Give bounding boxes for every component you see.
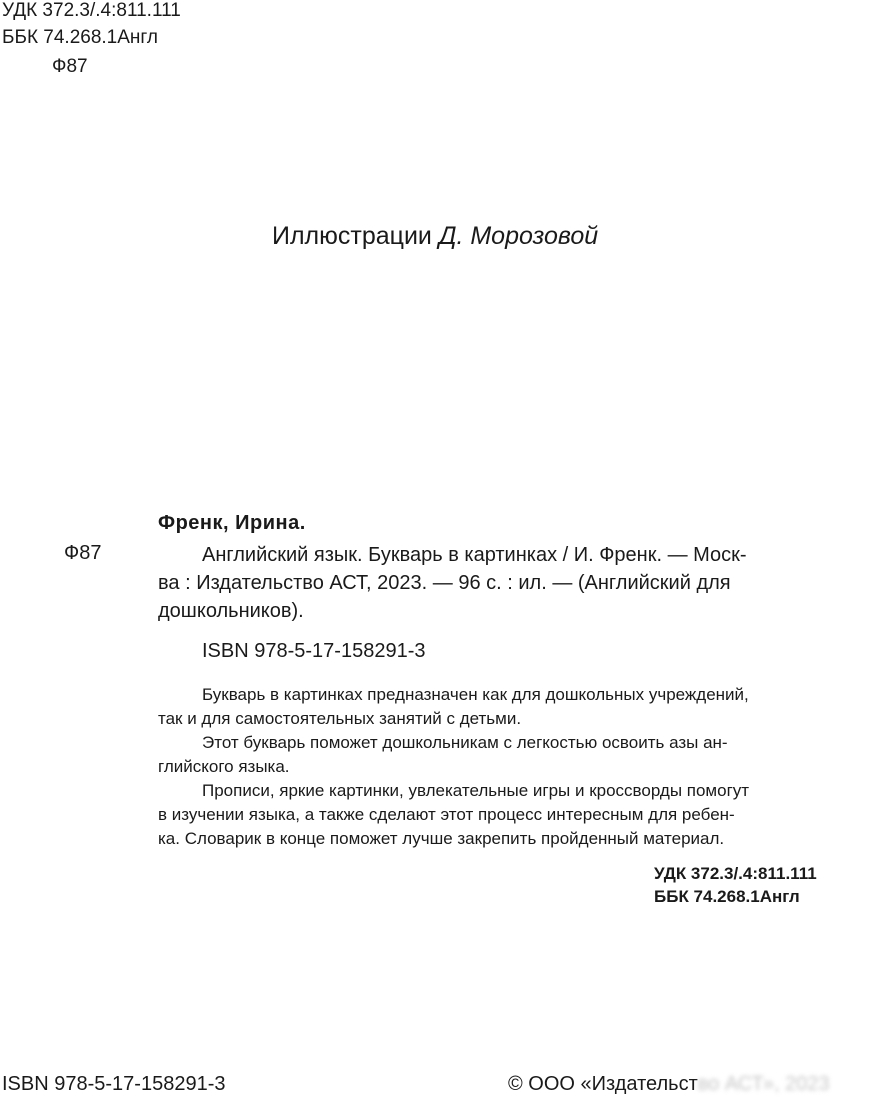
bibliographic-line: ва : Издательство АСТ, 2023. — 96 с. : ил. — (Английский для	[158, 572, 731, 594]
annotation-line: так и для самостоятельных занятий с детьми.	[158, 709, 522, 728]
footer-isbn: ISBN 978-5-17-158291-3	[2, 1073, 226, 1095]
annotation-line: Этот букварь поможет дошкольникам с легкостью освоить азы ан-	[202, 733, 728, 752]
catalog-bbk-code: ББК 74.268.1Англ	[654, 887, 800, 906]
catalog-author-code: Ф87	[64, 542, 102, 564]
illustrator-name: Д. Морозовой	[438, 222, 599, 250]
annotation-line: Букварь в картинках предназначен как для дошкольных учреждений,	[202, 685, 749, 704]
illustrations-label: Иллюстрации	[272, 222, 439, 250]
header-author-code: Ф87	[52, 56, 88, 77]
annotation-line: ка. Словарик в конце поможет лучше закрепить пройденный материал.	[158, 829, 725, 848]
illustrations-credit	[272, 222, 598, 251]
copyright-blurred-text: во АСТ», 2023	[697, 1073, 830, 1095]
bibliographic-line: Английский язык. Букварь в картинках / И. Френк. — Моск-	[202, 544, 747, 566]
footer-copyright	[508, 1073, 830, 1096]
annotation-line: в изучении языка, а также сделают этот процесс интересным для ребен-	[158, 805, 735, 824]
catalog-udk-code: УДК 372.3/.4:811.111	[654, 864, 817, 883]
catalog-isbn: ISBN 978-5-17-158291-3	[202, 640, 426, 662]
copyright-text: © ООО «Издательст	[508, 1073, 698, 1095]
annotation-line: Прописи, яркие картинки, увлекательные игры и кроссворды помогут	[202, 781, 750, 800]
catalog-author-heading: Френк, Ирина.	[158, 512, 306, 534]
header-udk-code: УДК 372.3/.4:811.111	[2, 0, 181, 21]
annotation-line: глийского языка.	[158, 757, 290, 776]
bibliographic-line: дошкольников).	[158, 600, 304, 622]
header-bbk-code: ББК 74.268.1Англ	[2, 27, 159, 48]
